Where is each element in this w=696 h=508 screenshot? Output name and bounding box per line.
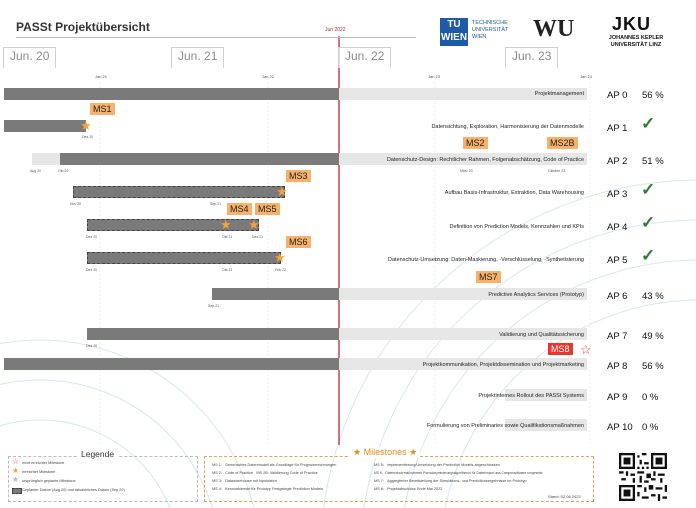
status-percent: 0 % — [642, 422, 659, 433]
date-label: Dez 20 — [86, 235, 98, 239]
milestone-ms3: MS3 — [286, 170, 311, 182]
status-percent: 56 % — [642, 90, 664, 101]
milestone-ms1: MS1 — [90, 103, 115, 115]
page-title: PASSt Projektübersicht — [16, 20, 150, 34]
date-label: Nov 20 — [70, 202, 82, 206]
check-icon: ✓ — [641, 114, 656, 133]
milestone-ms6: MS6 — [286, 236, 311, 248]
legend-item: erreichter Milestone — [22, 470, 56, 474]
qr-code-icon — [619, 453, 667, 501]
milestone-row: MS 4: Kennzahlenset für Prototyp Festgelegte Prediction Models — [212, 487, 324, 491]
date-label: Okt 20 — [58, 169, 69, 173]
milestone-row: MS 6: Datenschutzmaßnahmen Pseudonymisierungsalgorithmus für Datenimport aus Campussoftware umgesetzt — [374, 471, 543, 475]
milestone-row: MS 7: Aggregierter Bereitstellung der Simulations- und Predictionsergebnisse im Prototyp — [374, 479, 527, 483]
star-icon: ★ — [12, 466, 20, 475]
bar-ap0 — [4, 88, 339, 100]
date-label: Feb 22 — [275, 268, 286, 272]
jan-label: Jan 23 — [428, 74, 441, 79]
task-ap3: Aufbau Basis-Infrastruktur, Extraktion, Data Warehousing — [444, 190, 584, 196]
date-label: Oktober 23 — [548, 169, 566, 173]
year-label: Jun. 21 — [171, 47, 224, 68]
bar-ap2 — [60, 153, 339, 165]
milestone-ms2: MS2 — [463, 137, 488, 149]
tu-wien-logo: TU WIEN — [440, 18, 468, 46]
ap-label: AP 3 — [607, 189, 628, 200]
task-ap7: Validierung und Qualitätssicherung — [499, 332, 584, 338]
ap-label: AP 8 — [607, 361, 628, 372]
milestone-row: MS 2: Code of Practice MS 2B: Validierung Code of Practice — [212, 471, 318, 475]
date-label: Dez 20 — [86, 268, 98, 272]
milestone-row: MS 3: Datawarehouse mit Inputdaten — [212, 479, 277, 483]
bar-ap1 — [4, 120, 86, 132]
ap-label: AP 7 — [607, 331, 628, 342]
milestone-ms5: MS5 — [255, 203, 280, 215]
date-label: Sep 21 — [210, 202, 222, 206]
today-label: Jun 2022 — [325, 27, 346, 33]
status-percent: 51 % — [642, 156, 664, 167]
star-icon: ★ — [274, 250, 286, 265]
bar-ap8 — [4, 358, 339, 370]
star-icon: ★ — [80, 118, 92, 133]
task-ap9: Projektinternes Rollout des PASSt Systems — [478, 393, 584, 399]
bar-ap4 — [87, 219, 259, 231]
task-ap1: Datensichtung, Exploration, Harmonisierung der Datenmodelle — [431, 124, 584, 130]
year-label: Jun. 20 — [3, 47, 56, 68]
ap-label: AP 9 — [607, 392, 628, 403]
jan-label: Jan 21 — [95, 74, 108, 79]
legend-bar-swatch — [12, 488, 22, 494]
status-percent: 49 % — [642, 331, 664, 342]
star-icon: ★ — [248, 217, 260, 232]
jku-logo: JKU — [612, 14, 652, 34]
status-percent: 0 % — [642, 392, 659, 403]
check-icon: ✓ — [641, 180, 656, 199]
check-icon: ✓ — [641, 213, 656, 232]
check-icon: ✓ — [641, 246, 656, 265]
legend-title: Legende — [78, 449, 117, 459]
ap-label: AP 4 — [607, 222, 628, 233]
bar-ap6 — [212, 288, 339, 300]
ap-label: AP 1 — [607, 123, 628, 134]
task-ap8: Projektkommunikation, Projektdissemination und Projektmarketing — [422, 362, 584, 368]
jan-label: Jan 22 — [262, 74, 275, 79]
date-label: Sep 21 — [208, 304, 220, 308]
legend-item: ursprünglich geplante Milestone — [22, 479, 76, 483]
date-label: Okt 21 — [222, 268, 233, 272]
star-icon: ★ — [220, 217, 232, 232]
tu-wien-text: TECHNISCHE UNIVERSITÄT WIEN — [472, 20, 509, 40]
date-label: Okt 21 — [222, 235, 233, 239]
task-ap0: Projektmanagement — [534, 91, 584, 97]
ap-label: AP 2 — [607, 156, 628, 167]
status-percent: 56 % — [642, 361, 664, 372]
milestone-ms8: MS8 — [548, 343, 573, 355]
milestone-row: MS 1: Generisches Datenmodell als Grundlage für Prognoserechnungen — [212, 463, 337, 467]
year-label: Jun. 22 — [338, 47, 391, 68]
bar-ap5 — [87, 252, 281, 264]
date-label: Dez 21 — [252, 235, 264, 239]
task-ap6: Predictive Analytics Services (Prototyp) — [488, 292, 584, 298]
wu-logo: WU — [533, 16, 575, 42]
bar-ap7 — [87, 328, 339, 340]
stand-date: Stand: 02.06.2022 — [548, 494, 581, 499]
legend-item: nicht erreichter Milestone — [22, 461, 65, 465]
year-label: Jun. 23 — [505, 47, 558, 68]
date-label: Aug 20 — [30, 169, 42, 173]
task-ap2: Datenschutz-Design: Rechtlicher Rahmen, Folgenabschätzung, Code of Practice — [386, 157, 584, 163]
ap-label: AP 10 — [607, 422, 633, 433]
date-label: Dez 20 — [86, 344, 98, 348]
star-icon: ★ — [276, 184, 288, 199]
milestone-ms4: MS4 — [227, 203, 252, 215]
ap-label: AP 0 — [607, 90, 628, 101]
date-label: März 23 — [460, 169, 473, 173]
milestone-ms7: MS7 — [476, 271, 501, 283]
bar-ap3 — [73, 186, 285, 198]
title-divider — [16, 37, 416, 38]
milestone-ms2b: MS2B — [547, 137, 578, 149]
task-ap10: Formulierung von Preliminaries sowie Qualifikationsmaßnahmen — [426, 423, 584, 429]
milestones-title: ★ Milestones ★ — [350, 447, 420, 458]
star-outline-icon: ☆ — [12, 457, 20, 466]
milestone-row: MS 8: Projektabschluss Ende Mai 2022 — [374, 487, 443, 491]
status-percent: 43 % — [642, 291, 664, 302]
jan-label: Jan 24 — [580, 74, 593, 79]
task-ap4: Definition von Prediction Models, Kennzahlen und KPIs — [449, 224, 584, 230]
task-ap5: Datenschutz-Umsetzung: Daten-Maskierung, -Verschlüsselung, -Synthetisierung — [388, 257, 584, 263]
milestone-row: MS 5: Implementierung/Umsetzung der Prediction Models abgeschlossen — [374, 463, 500, 467]
jku-logo-text: JOHANNES KEPLER UNIVERSITÄT LINZ — [608, 35, 664, 48]
ap-label: AP 6 — [607, 291, 628, 302]
date-label: Dez 20 — [82, 135, 94, 139]
star-outline-icon: ☆ — [580, 342, 592, 357]
ap-label: AP 5 — [607, 255, 628, 266]
star-faded-icon: ★ — [12, 475, 20, 484]
legend-item: Geplanter Datum (Aug 20) und tatsächliches Datum (Sep 20) — [22, 488, 125, 492]
